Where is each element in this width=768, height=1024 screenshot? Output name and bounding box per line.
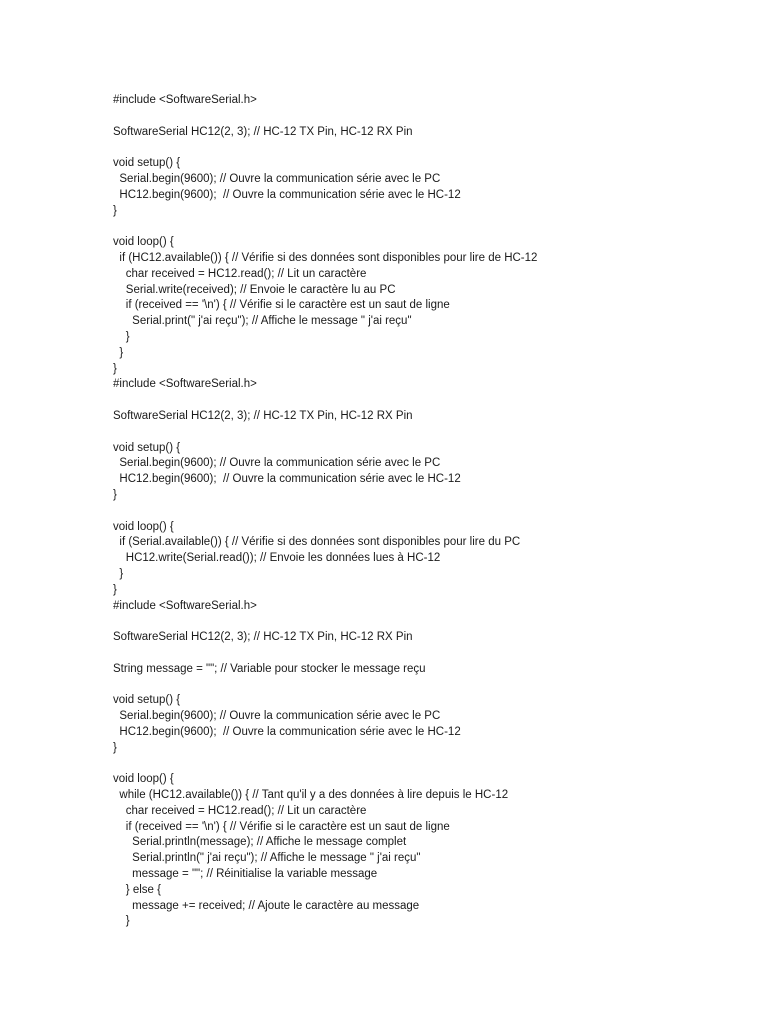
code-line: HC12.begin(9600); // Ouvre la communication série avec le HC-12 xyxy=(113,188,461,201)
code-line xyxy=(113,109,733,125)
code-line: void loop() { xyxy=(113,773,174,786)
code-line xyxy=(113,425,733,441)
code-line: #include <SoftwareSerial.h> xyxy=(113,599,257,612)
code-line: } xyxy=(113,741,117,754)
code-line: Serial.println(message); // Affiche le message complet xyxy=(113,836,407,849)
code-line: if (HC12.available()) { // Vérifie si des données sont disponibles pour lire de HC-12 xyxy=(113,251,538,264)
code-line: Serial.println(" j'ai reçu"); // Affiche le message " j'ai reçu" xyxy=(113,852,421,865)
code-line xyxy=(113,646,733,662)
code-line: } xyxy=(113,204,117,217)
code-line: void setup() { xyxy=(113,157,181,170)
code-line: } xyxy=(113,915,130,928)
code-line: } xyxy=(113,567,124,580)
code-line xyxy=(113,756,733,772)
code-line: } xyxy=(113,583,117,596)
code-line: #include <SoftwareSerial.h> xyxy=(113,94,257,106)
code-line: String message = ""; // Variable pour stocker le message reçu xyxy=(113,662,426,675)
code-line: char received = HC12.read(); // Lit un caractère xyxy=(113,267,367,280)
code-line: Serial.print(" j'ai reçu"); // Affiche le message " j'ai reçu" xyxy=(113,315,412,328)
code-line: } else { xyxy=(113,883,161,896)
code-line: SoftwareSerial HC12(2, 3); // HC-12 TX Pin, HC-12 RX Pin xyxy=(113,631,413,644)
code-line: Serial.begin(9600); // Ouvre la communication série avec le PC xyxy=(113,457,441,470)
code-line: Serial.write(received); // Envoie le caractère lu au PC xyxy=(113,283,396,296)
code-line: message += received; // Ajoute le caractère au message xyxy=(113,899,420,912)
code-line: } xyxy=(113,346,124,359)
code-line xyxy=(113,504,733,520)
code-line: SoftwareSerial HC12(2, 3); // HC-12 TX Pin, HC-12 RX Pin xyxy=(113,409,413,422)
code-line: } xyxy=(113,488,117,501)
code-line xyxy=(113,614,733,630)
code-line: Serial.begin(9600); // Ouvre la communication série avec le PC xyxy=(113,172,441,185)
code-line: HC12.begin(9600); // Ouvre la communication série avec le HC-12 xyxy=(113,473,461,486)
code-line xyxy=(113,677,733,693)
code-line: void setup() { xyxy=(113,694,181,707)
code-line: } xyxy=(113,330,130,343)
code-line: Serial.begin(9600); // Ouvre la communication série avec le PC xyxy=(113,710,441,723)
code-line: #include <SoftwareSerial.h> xyxy=(113,378,257,391)
code-line xyxy=(113,219,733,235)
code-line: HC12.begin(9600); // Ouvre la communication série avec le HC-12 xyxy=(113,725,461,738)
code-listing xyxy=(113,93,733,930)
code-line: HC12.write(Serial.read()); // Envoie les données lues à HC-12 xyxy=(113,552,441,565)
code-line: if (received == '\n') { // Vérifie si le caractère est un saut de ligne xyxy=(113,820,450,833)
code-line: void loop() { xyxy=(113,520,174,533)
code-line: if (Serial.available()) { // Vérifie si des données sont disponibles pour lire du PC xyxy=(113,536,521,549)
code-line: void setup() { xyxy=(113,441,181,454)
code-line: char received = HC12.read(); // Lit un caractère xyxy=(113,804,367,817)
code-line: while (HC12.available()) { // Tant qu'il y a des données à lire depuis le HC-12 xyxy=(113,789,509,802)
code-line: SoftwareSerial HC12(2, 3); // HC-12 TX Pin, HC-12 RX Pin xyxy=(113,125,413,138)
code-line xyxy=(113,393,733,409)
code-line: message = ""; // Réinitialise la variable message xyxy=(113,868,378,881)
code-line: void loop() { xyxy=(113,236,174,249)
code-line: } xyxy=(113,362,117,375)
code-line: if (received == '\n') { // Vérifie si le caractère est un saut de ligne xyxy=(113,299,450,312)
code-line xyxy=(113,140,733,156)
